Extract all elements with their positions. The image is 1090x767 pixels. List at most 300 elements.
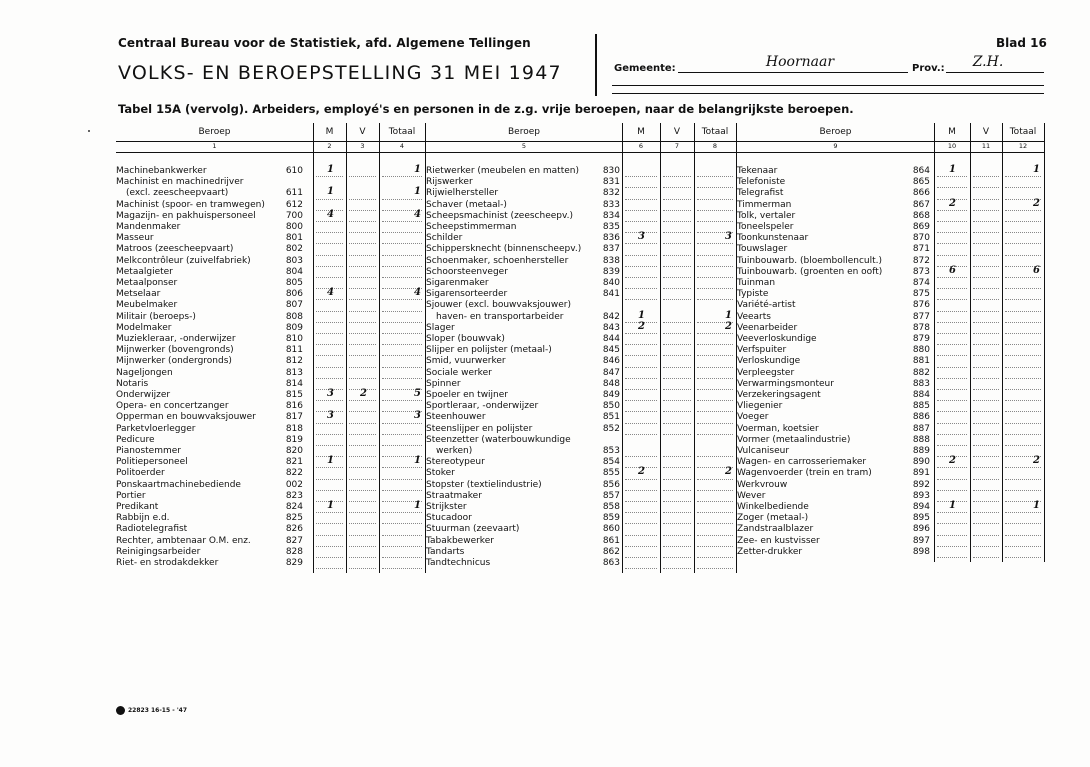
count-cell-v [663, 256, 691, 267]
table-row [426, 320, 736, 334]
count-cell-m [316, 289, 343, 300]
occupation-name: Tuinbouwarb. (groenten en ooft) [737, 266, 883, 277]
count-cell-v [349, 390, 376, 401]
handwritten-count: 3 [638, 231, 645, 243]
occupation-name: Verwarmingsmonteur [737, 378, 834, 389]
count-cell-m [937, 468, 967, 479]
count-cell-t [382, 435, 422, 446]
count-cell-m [937, 368, 967, 379]
occupation-code: 700 [285, 210, 303, 221]
occupation-code: 002 [285, 479, 303, 490]
count-cell-m [937, 278, 967, 289]
province-underline [946, 72, 1044, 73]
count-cell-m [625, 256, 657, 267]
occupation-code: 836 [602, 233, 620, 244]
handwritten-count: 2 [360, 388, 367, 399]
occupation-code: 854 [602, 457, 620, 468]
occupation-name: Slager [426, 322, 455, 333]
handwritten-count: 1 [949, 500, 956, 511]
table-row [737, 502, 1044, 513]
table-row [426, 267, 736, 278]
occupation-name: Verfspuiter [737, 345, 787, 356]
count-cell-v [663, 278, 691, 289]
occupation-code: 853 [602, 446, 620, 456]
occupation-code: 846 [602, 356, 620, 367]
count-cell-v [349, 278, 376, 289]
count-cell-v [973, 536, 999, 547]
occupation-name: Sociale werker [426, 367, 492, 378]
table-row [116, 188, 425, 199]
occupation-code: 896 [912, 524, 930, 535]
occupation-name: Rijswerker [426, 177, 473, 188]
occupation-name: Telefoniste [737, 177, 786, 188]
count-cell-t [697, 368, 733, 379]
occupation-code: 863 [602, 558, 620, 568]
count-cell-t [697, 356, 733, 367]
count-cell-t [382, 256, 422, 267]
occupation-code: 892 [912, 479, 930, 490]
occupation-name: Pedicure [116, 434, 155, 445]
count-cell-m [625, 188, 657, 199]
occupation-name: Opera- en concertzanger [116, 401, 229, 412]
handwritten-count: 1 [327, 164, 334, 175]
count-cell-v [349, 289, 376, 300]
count-cell-t [1005, 435, 1041, 446]
count-cell-v [349, 256, 376, 267]
count-cell-v [973, 457, 999, 468]
count-cell-m [937, 289, 967, 300]
handwritten-count: 3 [327, 410, 334, 422]
column-number: 4 [399, 142, 405, 150]
occupation-code: 816 [285, 401, 303, 412]
occupation-code: 844 [602, 334, 620, 344]
occupation-name: Sportleraar, -onderwijzer [426, 401, 539, 412]
count-cell-m [316, 222, 343, 233]
count-cell-t [697, 480, 733, 491]
table-row [426, 368, 736, 379]
count-cell-v [663, 166, 691, 177]
occupation-name: Voerman, koetsier [737, 423, 819, 434]
column-header-v: V [673, 127, 681, 137]
count-cell-v [973, 200, 999, 211]
table-row [737, 513, 1044, 524]
table-row [426, 435, 736, 446]
count-cell-m [937, 412, 967, 423]
count-cell-t [697, 256, 733, 267]
occupation-name: Matroos (zeescheepvaart) [116, 244, 234, 255]
province-label: Prov.: [912, 63, 945, 74]
count-cell-m [625, 233, 657, 244]
occupation-name: Steenzetter (waterbouwkundige [426, 434, 571, 445]
table-row [737, 278, 1044, 289]
occupation-name: Predikant [116, 502, 159, 512]
column-number: 6 [638, 142, 644, 150]
count-cell-m [316, 547, 343, 558]
handwritten-count: 2 [638, 466, 645, 478]
table-row [426, 300, 736, 311]
count-cell-m [316, 536, 343, 547]
occupation-name: Radiotelegrafist [116, 524, 188, 535]
count-cell-v [663, 233, 691, 244]
table-row [426, 200, 736, 211]
count-cell-v [663, 390, 691, 401]
occupation-code: 842 [602, 311, 620, 322]
count-cell-m [625, 480, 657, 491]
column-number: 3 [360, 142, 365, 150]
occupation-code: 884 [912, 390, 930, 400]
handwritten-count: 1 [327, 455, 334, 467]
column-number: 5 [521, 142, 527, 150]
handwritten-count: 2 [1033, 455, 1040, 467]
count-cell-v [663, 188, 691, 199]
handwritten-count: 2 [725, 466, 732, 478]
occupation-name: Smid, vuurwerker [426, 356, 506, 367]
count-cell-t [382, 524, 422, 535]
count-cell-v [973, 401, 999, 412]
count-cell-m [625, 401, 657, 412]
count-cell-m [625, 244, 657, 255]
count-cell-v [663, 312, 691, 323]
table-row [116, 233, 425, 244]
occupation-name: Meubelmaker [116, 300, 178, 311]
count-cell-v [663, 323, 691, 334]
table-row [426, 222, 736, 233]
count-cell-t [382, 468, 422, 479]
count-cell-v [973, 256, 999, 267]
occupation-code: 825 [285, 513, 303, 524]
count-cell-v [973, 491, 999, 502]
count-cell-m [937, 323, 967, 334]
count-cell-t [1005, 368, 1041, 379]
handwritten-count: 6 [1033, 264, 1040, 276]
occupation-code: 834 [602, 210, 620, 221]
count-cell-v [349, 412, 376, 423]
grid-rule [426, 141, 736, 142]
occupation-name: Nageljongen [116, 367, 173, 378]
occupation-name: Tuinman [737, 278, 776, 288]
occupation-name: Tandarts [426, 546, 465, 557]
occupation-code: 893 [912, 490, 930, 501]
handwritten-count: 1 [327, 500, 334, 511]
table-row [737, 424, 1044, 435]
table-row [737, 435, 1044, 446]
handwritten-count: 1 [949, 164, 956, 175]
count-cell-m [316, 424, 343, 435]
table-title: Tabel 15A (vervolg). Arbeiders, employé's en personen in de z.g. vrije beroepen, naar de belangrijkste beroepen. [118, 102, 854, 116]
occupation-name: Veenarbeider [737, 322, 798, 333]
occupation-name: Ponskaartmachinebediende [116, 479, 241, 490]
occupation-name: Metaalgieter [116, 266, 173, 277]
count-cell-t [697, 278, 733, 289]
count-cell-m [625, 536, 657, 547]
table-row [426, 513, 736, 524]
table-row [116, 177, 425, 188]
table-row [426, 233, 736, 244]
count-cell-v [349, 267, 376, 278]
count-cell-t [697, 547, 733, 558]
count-cell-t [382, 334, 422, 345]
occupation-name: Sigarensorteerder [426, 289, 508, 300]
occupation-name: Tolk, vertaler [737, 210, 796, 221]
count-cell-t [697, 177, 733, 188]
count-cell-m [937, 435, 967, 446]
occupation-name: Spinner [426, 378, 461, 389]
count-cell-t [697, 401, 733, 412]
count-cell-t [697, 334, 733, 345]
occupation-name: Notaris [116, 378, 149, 389]
occupation-code: 823 [285, 490, 303, 501]
count-cell-v [349, 558, 376, 569]
occupation-name: Riet- en strodakdekker [116, 558, 219, 568]
occupation-code: 800 [285, 222, 303, 232]
count-cell-v [973, 289, 999, 300]
occupation-code: 612 [285, 199, 303, 210]
count-cell-v [973, 547, 999, 558]
occupation-code: 879 [912, 334, 930, 344]
table-row [116, 368, 425, 379]
count-cell-t [1005, 468, 1041, 479]
count-cell-m [316, 368, 343, 379]
count-cell-t [1005, 424, 1041, 435]
occupation-name: Toneelspeler [737, 222, 794, 232]
table-row [116, 300, 425, 311]
count-cell-t [1005, 502, 1041, 513]
occupation-code: 820 [285, 446, 303, 456]
count-cell-v [663, 446, 691, 457]
count-cell-v [349, 424, 376, 435]
count-cell-t [382, 513, 422, 524]
count-cell-t [1005, 244, 1041, 255]
occupation-name: Wagen- en carrosseriemaker [737, 457, 867, 468]
count-cell-m [625, 200, 657, 211]
handwritten-count: 4 [327, 208, 334, 220]
count-cell-m [316, 345, 343, 356]
count-cell-v [973, 166, 999, 177]
occupation-code: 805 [285, 278, 303, 288]
occupation-code: 837 [602, 244, 620, 255]
occupation-name: Vliegenier [737, 401, 783, 412]
handwritten-count: 2 [725, 320, 732, 332]
count-cell-v [663, 480, 691, 491]
handwritten-count: 1 [414, 164, 421, 175]
occupation-code: 810 [285, 334, 303, 344]
occupation-name: Strijkster [426, 502, 467, 512]
count-cell-t [382, 188, 422, 199]
count-cell-v [349, 524, 376, 535]
occupation-name: Machinist en machinedrijver [116, 177, 244, 188]
table-row [737, 524, 1044, 535]
occupation-name: Melkcontrôleur (zuivelfabriek) [116, 255, 251, 266]
count-cell-v [349, 435, 376, 446]
count-cell-m [316, 256, 343, 267]
count-cell-m [316, 356, 343, 367]
count-cell-v [973, 513, 999, 524]
occupation-code: 835 [602, 222, 620, 232]
occupation-code: 851 [602, 412, 620, 423]
column-number: 12 [1018, 142, 1028, 150]
count-cell-v [349, 356, 376, 367]
handwritten-count: 6 [949, 264, 956, 276]
occupation-name: Machinist (spoor- en tramwegen) [116, 199, 265, 210]
column-header-beroep: Beroep [508, 127, 540, 137]
table-row [116, 267, 425, 278]
occupation-code: 864 [912, 166, 930, 176]
header-rule [612, 85, 1044, 86]
occupation-name: Veearts [737, 311, 771, 322]
occupation-code: 845 [602, 345, 620, 356]
occupation-name: Toonkunstenaar [737, 233, 809, 244]
table-row [116, 524, 425, 535]
table-row [737, 264, 1044, 278]
occupation-code: 886 [912, 412, 930, 423]
occupation-code: 878 [912, 322, 930, 333]
organization-name: Centraal Bureau voor de Statistiek, afd. Algemene Tellingen [118, 36, 531, 50]
column-number: 11 [981, 142, 991, 150]
count-cell-t [382, 368, 422, 379]
occupation-code: 877 [912, 311, 930, 322]
count-cell-v [663, 356, 691, 367]
table-row [737, 446, 1044, 457]
count-cell-v [663, 267, 691, 278]
table-row [116, 289, 425, 300]
occupation-code: 889 [912, 446, 930, 456]
header-rule [612, 93, 1044, 94]
count-cell-t [382, 289, 422, 300]
occupation-code: 874 [912, 278, 930, 288]
occupation-code: 852 [602, 423, 620, 434]
count-cell-t [697, 211, 733, 222]
count-cell-t [382, 222, 422, 233]
count-cell-v [349, 513, 376, 524]
occupation-code: 819 [285, 434, 303, 445]
count-cell-t [1005, 513, 1041, 524]
occupation-name: Variété-artist [737, 300, 796, 311]
count-cell-t [1005, 547, 1041, 558]
count-cell-v [973, 524, 999, 535]
table-row [426, 188, 736, 199]
occupation-code: 821 [285, 457, 303, 468]
occupation-name: Voeger [737, 412, 769, 423]
occupation-name: Typiste [737, 289, 769, 300]
occupation-code: 850 [602, 401, 620, 412]
count-cell-v [349, 323, 376, 334]
table-row [116, 435, 425, 446]
count-cell-t [1005, 300, 1041, 311]
table-row [737, 334, 1044, 345]
occupation-name: Politiepersoneel [116, 457, 188, 468]
count-cell-v [973, 446, 999, 457]
table-row [737, 368, 1044, 379]
occupation-name: Pianostemmer [116, 446, 181, 456]
table-row [426, 309, 736, 323]
count-cell-m [937, 166, 967, 177]
occupation-code: 833 [602, 199, 620, 210]
count-cell-m [316, 312, 343, 323]
count-cell-v [973, 390, 999, 401]
count-cell-t [1005, 524, 1041, 535]
table-row [737, 547, 1044, 558]
count-cell-v [663, 334, 691, 345]
count-cell-t [697, 345, 733, 356]
count-cell-m [316, 390, 343, 401]
table-row [116, 491, 425, 502]
occupation-name: Vulcaniseur [737, 446, 790, 456]
occupation-name: Parketvloerlegger [116, 423, 196, 434]
count-cell-m [316, 208, 343, 222]
occupation-code: 857 [602, 490, 620, 501]
occupation-code: 856 [602, 479, 620, 490]
occupation-name: Rijwielhersteller [426, 188, 499, 199]
table-row [116, 256, 425, 267]
gemeente-label: Gemeente: [614, 63, 676, 74]
table-row [116, 457, 425, 468]
table-row [116, 536, 425, 547]
table-row [737, 536, 1044, 547]
count-cell-t [697, 390, 733, 401]
occupation-name: Tuinbouwarb. (bloembollencult.) [737, 255, 883, 266]
count-cell-v [349, 222, 376, 233]
handwritten-count: 4 [414, 208, 421, 220]
occupation-name: Tandtechnicus [426, 558, 491, 568]
count-cell-m [937, 536, 967, 547]
count-cell-m [316, 323, 343, 334]
table-row [116, 446, 425, 457]
occupation-code: 611 [285, 188, 303, 199]
table-row [426, 379, 736, 390]
count-cell-t [1005, 289, 1041, 300]
occupation-code: 822 [285, 468, 303, 479]
occupation-name: Masseur [116, 233, 154, 244]
occupation-name: Metaalponser [116, 278, 178, 288]
table-row [426, 390, 736, 401]
count-cell-v [663, 289, 691, 300]
count-cell-v [663, 401, 691, 412]
count-cell-m [625, 390, 657, 401]
count-cell-v [663, 502, 691, 513]
count-cell-m [625, 513, 657, 524]
count-cell-m [937, 177, 967, 188]
occupation-name: Magazijn- en pakhuispersoneel [116, 210, 256, 221]
occupation-code: 885 [912, 401, 930, 412]
table-row [737, 491, 1044, 502]
table-row [737, 412, 1044, 423]
occupation-code: 876 [912, 300, 930, 311]
count-cell-m [625, 491, 657, 502]
count-cell-m [316, 188, 343, 199]
count-cell-m [937, 312, 967, 323]
count-cell-m [937, 502, 967, 513]
table-row [426, 244, 736, 255]
count-cell-v [349, 547, 376, 558]
table-row [737, 390, 1044, 401]
count-cell-v [973, 345, 999, 356]
count-cell-m [316, 480, 343, 491]
count-cell-m [316, 334, 343, 345]
table-row [116, 480, 425, 491]
occupation-code: 809 [285, 322, 303, 333]
occupation-name: Straatmaker [426, 490, 482, 501]
count-cell-v [663, 457, 691, 468]
count-cell-t [697, 412, 733, 423]
count-cell-m [316, 166, 343, 177]
occupation-code: 862 [602, 546, 620, 557]
count-cell-m [625, 345, 657, 356]
occupation-code: 824 [285, 502, 303, 512]
count-cell-m [937, 233, 967, 244]
count-cell-t [1005, 401, 1041, 412]
table-row [737, 197, 1044, 211]
count-cell-v [663, 558, 691, 569]
